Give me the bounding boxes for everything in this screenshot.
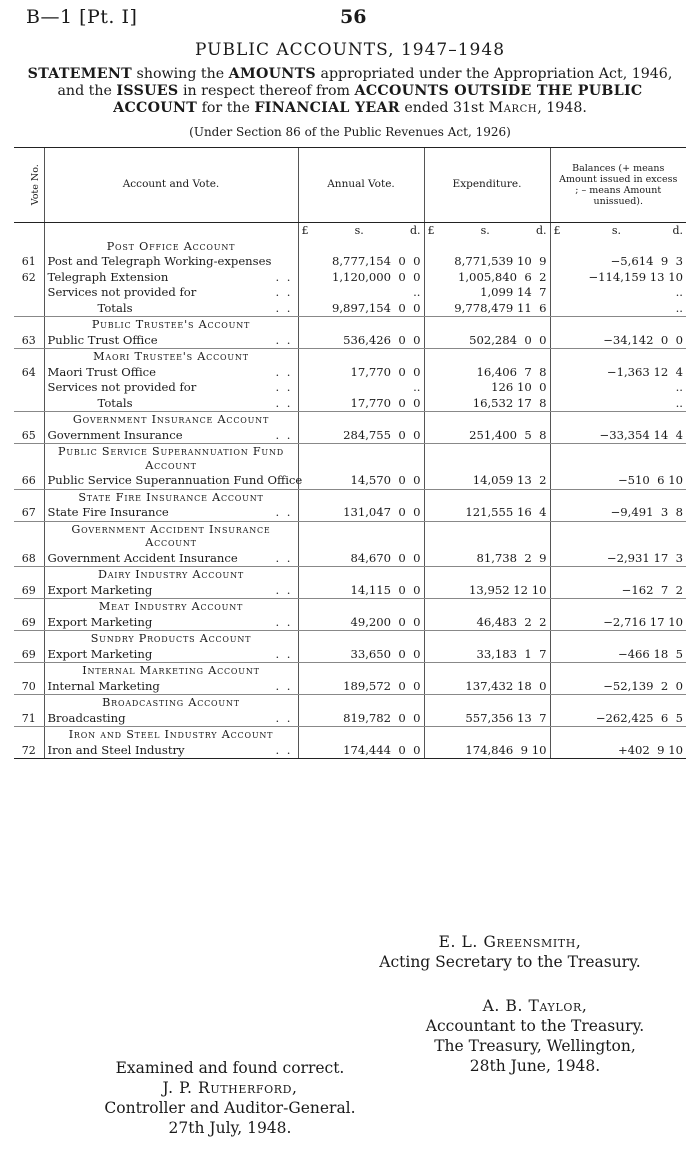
currency-unit: s. bbox=[611, 224, 622, 237]
account-cell bbox=[44, 270, 298, 286]
leader-dots: . . bbox=[275, 364, 293, 379]
expenditure-amount: 46,483 2 2 bbox=[424, 615, 550, 631]
vote-number bbox=[14, 380, 44, 396]
account-cell bbox=[44, 631, 298, 647]
account-group-title-row bbox=[14, 317, 686, 333]
expenditure-amount bbox=[424, 412, 550, 428]
vote-description bbox=[48, 429, 295, 443]
leader-dots: . . bbox=[275, 269, 293, 284]
vote-description bbox=[48, 744, 295, 758]
vote-description bbox=[48, 271, 295, 285]
table-row bbox=[14, 679, 686, 695]
balance-amount: −52,139 2 0 bbox=[550, 679, 686, 695]
account-cell bbox=[44, 663, 298, 679]
account-header: Account and Vote. bbox=[44, 148, 298, 223]
vote-number: 69 bbox=[14, 615, 44, 631]
annual-vote-amount bbox=[298, 567, 424, 583]
table-row bbox=[14, 285, 686, 301]
leader-dots: . . bbox=[275, 614, 293, 629]
accountant-role: Accountant to the Treasury. bbox=[425, 1017, 645, 1035]
vote-text: State Fire Insurance bbox=[47, 505, 169, 519]
balance-amount: −510 6 10 bbox=[550, 473, 686, 489]
table-row bbox=[14, 473, 686, 489]
table-row bbox=[14, 711, 686, 727]
expenditure-amount bbox=[424, 663, 550, 679]
bal-currency bbox=[550, 223, 686, 239]
annual-vote-amount: 17,770 0 0 bbox=[298, 365, 424, 381]
annual-currency bbox=[298, 223, 424, 239]
secretary-signature bbox=[340, 932, 680, 972]
table-row bbox=[14, 365, 686, 381]
account-cell bbox=[44, 428, 298, 444]
balance-amount bbox=[550, 489, 686, 505]
account-cell bbox=[44, 301, 298, 317]
vote-description bbox=[47, 473, 303, 488]
table-header-row bbox=[14, 148, 686, 223]
annual-vote-amount: 17,770 0 0 bbox=[298, 396, 424, 412]
vote-number: 61 bbox=[21, 255, 36, 268]
expenditure-amount: 137,432 18 0 bbox=[424, 679, 550, 695]
annual-vote-amount: 14,115 0 0 bbox=[298, 583, 424, 599]
auditor-signature bbox=[40, 1058, 420, 1138]
balance-amount bbox=[550, 663, 686, 679]
vote-text: Public Trust Office bbox=[47, 332, 158, 347]
vote-number bbox=[14, 412, 44, 428]
account-cell bbox=[44, 695, 298, 711]
account-group-title-row bbox=[14, 412, 686, 428]
balance-amount bbox=[550, 444, 686, 474]
annual-vote-amount: 49,200 0 0 bbox=[298, 615, 424, 631]
expenditure-amount bbox=[424, 599, 550, 615]
balance-amount: −9,491 3 8 bbox=[550, 505, 686, 521]
vote-text: Telegraph Extension bbox=[47, 269, 169, 284]
annual-vote-amount: 1,120,000 0 0 bbox=[298, 270, 424, 286]
vote-number bbox=[14, 396, 44, 412]
account-group-title-row bbox=[14, 444, 686, 474]
annual-vote-amount: 8,777,154 0 0 bbox=[298, 254, 424, 270]
vote-text: Services not provided for bbox=[47, 380, 197, 394]
account-group-title-row bbox=[14, 521, 686, 551]
account-group-title-row bbox=[14, 695, 686, 711]
expenditure-amount bbox=[424, 489, 550, 505]
expenditure-header: Expenditure. bbox=[424, 148, 550, 223]
vote-description bbox=[48, 366, 295, 380]
balance-amount bbox=[550, 521, 686, 551]
vote-number bbox=[14, 695, 44, 711]
leader-dots: . . bbox=[275, 742, 293, 757]
annual-vote-amount: 33,650 0 0 bbox=[298, 647, 424, 663]
auditor-name: J. P. Rutherford, bbox=[162, 1079, 298, 1097]
account-cell bbox=[44, 489, 298, 505]
annual-vote-amount bbox=[298, 349, 424, 365]
balance-amount: −466 18 5 bbox=[550, 647, 686, 663]
expenditure-amount: 251,400 5 8 bbox=[424, 428, 550, 444]
vote-number bbox=[14, 349, 44, 365]
vote-number: 68 bbox=[14, 551, 44, 567]
vote-description bbox=[48, 506, 295, 520]
vote-description bbox=[48, 712, 295, 726]
account-cell bbox=[44, 567, 298, 583]
vote-description bbox=[48, 616, 295, 630]
vote-text: Post and Telegraph Working-expenses bbox=[47, 254, 272, 268]
vote-description bbox=[48, 552, 295, 566]
expenditure-amount: 13,952 12 10 bbox=[424, 583, 550, 599]
vote-number bbox=[14, 489, 44, 505]
leader-dots: . . bbox=[275, 285, 293, 299]
account-group-title-row bbox=[14, 599, 686, 615]
balance-amount: .. bbox=[550, 380, 686, 396]
balance-amount bbox=[550, 567, 686, 583]
accountant-place: The Treasury, Wellington, bbox=[434, 1037, 636, 1055]
expenditure-amount: 81,738 2 9 bbox=[424, 551, 550, 567]
annual-vote-amount bbox=[298, 489, 424, 505]
currency-units bbox=[554, 224, 684, 238]
expenditure-amount: 121,555 16 4 bbox=[424, 505, 550, 521]
vote-text: Public Service Superannuation Fund Office bbox=[47, 473, 303, 487]
accountant-signature bbox=[400, 996, 670, 1076]
vote-number: 72 bbox=[14, 743, 44, 759]
leader-dots: . . bbox=[275, 427, 293, 442]
currency-units bbox=[428, 224, 547, 238]
expenditure-amount bbox=[424, 695, 550, 711]
vote-text: Iron and Steel Industry bbox=[47, 742, 185, 757]
account-group-title-row bbox=[14, 567, 686, 583]
account-cell bbox=[44, 647, 298, 663]
balance-amount bbox=[550, 412, 686, 428]
account-group-title-row bbox=[14, 631, 686, 647]
expenditure-amount: 1,005,840 6 2 bbox=[424, 270, 550, 286]
table-row bbox=[14, 428, 686, 444]
account-cell bbox=[44, 743, 298, 759]
secretary-name: E. L. Greensmith, bbox=[438, 933, 582, 951]
account-group-title: Government Insurance Account bbox=[72, 413, 270, 426]
balance-amount bbox=[550, 631, 686, 647]
account-cell bbox=[44, 412, 298, 428]
annual-vote-amount: .. bbox=[298, 285, 424, 301]
currency-unit: s. bbox=[480, 224, 490, 237]
expenditure-amount: 16,532 17 8 bbox=[424, 396, 550, 412]
expenditure-amount: 33,183 1 7 bbox=[424, 647, 550, 663]
currency-row bbox=[14, 223, 686, 239]
account-group-title: Dairy Industry Account bbox=[97, 568, 245, 581]
balance-amount: −114,159 13 10 bbox=[550, 270, 686, 286]
vote-number bbox=[14, 663, 44, 679]
vote-number: 63 bbox=[14, 333, 44, 349]
annual-vote-amount: 536,426 0 0 bbox=[298, 333, 424, 349]
vote-number bbox=[14, 317, 44, 333]
account-cell bbox=[44, 599, 298, 615]
vote-number: 69 bbox=[14, 583, 44, 599]
account-group-title-row bbox=[14, 349, 686, 365]
balance-amount bbox=[550, 349, 686, 365]
accounts-table bbox=[14, 147, 686, 759]
table-row bbox=[14, 505, 686, 521]
vote-number: 66 bbox=[14, 473, 44, 489]
expenditure-amount: 174,846 9 10 bbox=[424, 743, 550, 759]
vote-number bbox=[14, 727, 44, 743]
balance-amount: .. bbox=[550, 301, 686, 317]
vote-text: Government Accident Insurance bbox=[47, 550, 238, 565]
leader-dots: . . bbox=[275, 582, 293, 597]
vote-description bbox=[48, 334, 295, 348]
expenditure-amount bbox=[424, 444, 550, 474]
vote-text: Export Marketing bbox=[47, 614, 153, 629]
balance-amount: −1,363 12 4 bbox=[550, 365, 686, 381]
table-row bbox=[14, 270, 686, 286]
account-cell bbox=[44, 505, 298, 521]
expenditure-amount: 16,406 7 8 bbox=[424, 365, 550, 381]
vote-number bbox=[14, 239, 44, 255]
account-cell bbox=[44, 396, 298, 412]
vote-text: Export Marketing bbox=[47, 582, 153, 597]
vote-text: Internal Marketing bbox=[47, 678, 160, 693]
balance-amount: +402 9 10 bbox=[550, 743, 686, 759]
vote-no-header: Vote No. bbox=[14, 148, 44, 223]
vote-number: 65 bbox=[14, 428, 44, 444]
annual-vote-amount bbox=[298, 239, 424, 255]
table-row bbox=[14, 743, 686, 759]
vote-number bbox=[14, 301, 44, 317]
expenditure-amount bbox=[424, 521, 550, 551]
account-cell bbox=[44, 317, 298, 333]
account-cell bbox=[44, 285, 298, 301]
account-group-title: Meat Industry Account bbox=[98, 600, 244, 613]
exp-currency bbox=[424, 223, 550, 239]
table-body bbox=[14, 223, 686, 759]
account-cell bbox=[44, 365, 298, 381]
accountant-name: A. B. Taylor, bbox=[482, 997, 588, 1015]
currency-unit: £ bbox=[301, 224, 309, 237]
leader-dots: . . bbox=[275, 505, 293, 519]
statement-subheading: (Under Section 86 of the Public Revenues Act, 1926) bbox=[189, 125, 511, 139]
vote-description bbox=[48, 255, 295, 269]
annual-vote-amount: 84,670 0 0 bbox=[298, 551, 424, 567]
annual-vote-header: Annual Vote. bbox=[298, 148, 424, 223]
table-row bbox=[14, 301, 686, 317]
account-cell bbox=[44, 333, 298, 349]
expenditure-amount bbox=[424, 349, 550, 365]
balance-amount: −33,354 14 4 bbox=[550, 428, 686, 444]
vote-number: 62 bbox=[21, 270, 36, 284]
page-title: PUBLIC ACCOUNTS, 1947–1948 bbox=[194, 40, 506, 60]
secretary-role: Acting Secretary to the Treasury. bbox=[379, 953, 641, 971]
expenditure-amount: 126 10 0 bbox=[424, 380, 550, 396]
account-cell bbox=[44, 254, 298, 270]
totals-label bbox=[48, 302, 295, 316]
account-group-title-row bbox=[14, 663, 686, 679]
annual-vote-amount bbox=[298, 663, 424, 679]
leader-dots: . . bbox=[275, 332, 293, 347]
account-group-title-row bbox=[14, 239, 686, 255]
balance-amount: −5,614 9 3 bbox=[550, 254, 686, 270]
account-cell bbox=[44, 521, 298, 551]
leader-dots: . . bbox=[275, 380, 293, 394]
annual-vote-amount: 131,047 0 0 bbox=[298, 505, 424, 521]
vote-text: Maori Trust Office bbox=[47, 364, 157, 379]
leader-dots: . . bbox=[275, 300, 293, 315]
vote-number bbox=[14, 599, 44, 615]
annual-vote-amount bbox=[298, 599, 424, 615]
expenditure-amount: 9,778,479 11 6 bbox=[424, 301, 550, 317]
balance-amount: −2,931 17 3 bbox=[550, 551, 686, 567]
balance-amount bbox=[550, 599, 686, 615]
statement-heading: STATEMENT showing the AMOUNTS appropriated under the Appropriation Act, 1946, and the ISSUES in respect thereof from ACCOUNTS OUTSIDE THE PUBLIC ACCOUNT for the FINANCIAL YEAR ended 31st March, 1948. bbox=[27, 66, 673, 116]
expenditure-amount bbox=[424, 631, 550, 647]
currency-units bbox=[302, 224, 421, 238]
balance-amount: −34,142 0 0 bbox=[550, 333, 686, 349]
annual-vote-amount: 284,755 0 0 bbox=[298, 428, 424, 444]
page-number: 56 bbox=[340, 6, 367, 28]
account-cell bbox=[44, 615, 298, 631]
leader-dots: . . bbox=[275, 550, 293, 565]
auditor-date: 27th July, 1948. bbox=[168, 1119, 292, 1137]
leader-dots: . . bbox=[275, 646, 293, 661]
account-group-title: Government Accident Insurance Account bbox=[71, 522, 271, 549]
vote-text: Totals bbox=[97, 395, 133, 410]
expenditure-amount: 502,284 0 0 bbox=[424, 333, 550, 349]
account-cell bbox=[44, 349, 298, 365]
account-group-title: Internal Marketing Account bbox=[82, 664, 260, 677]
annual-vote-amount: 174,444 0 0 bbox=[298, 743, 424, 759]
table-row bbox=[14, 647, 686, 663]
currency-unit: d. bbox=[672, 224, 683, 237]
currency-unit: £ bbox=[427, 224, 435, 237]
vote-description bbox=[48, 648, 295, 662]
balance-amount: .. bbox=[550, 396, 686, 412]
expenditure-amount bbox=[424, 727, 550, 743]
expenditure-amount: 557,356 13 7 bbox=[424, 711, 550, 727]
annual-vote-amount bbox=[298, 695, 424, 711]
leader-dots: . . bbox=[275, 678, 293, 693]
table-row bbox=[14, 380, 686, 396]
account-group-title: Public Service Superannuation Fund Account bbox=[58, 445, 284, 472]
table-row bbox=[14, 615, 686, 631]
account-cell bbox=[44, 444, 298, 474]
vote-number: 67 bbox=[14, 505, 44, 521]
annual-vote-amount: 9,897,154 0 0 bbox=[298, 301, 424, 317]
vote-number bbox=[14, 521, 44, 551]
table-row bbox=[14, 396, 686, 412]
balance-amount: −162 7 2 bbox=[550, 583, 686, 599]
account-group-title: Post Office Account bbox=[106, 239, 236, 253]
account-cell bbox=[44, 473, 303, 489]
auditor-role: Controller and Auditor-General. bbox=[104, 1099, 356, 1117]
expenditure-amount bbox=[424, 317, 550, 333]
account-cell bbox=[44, 239, 298, 255]
vote-text: Services not provided for bbox=[47, 285, 197, 299]
annual-vote-amount: .. bbox=[298, 380, 424, 396]
account-group-title-row bbox=[14, 489, 686, 505]
annual-vote-amount bbox=[298, 631, 424, 647]
account-group-title: Maori Trustee's Account bbox=[93, 350, 249, 363]
vote-text: Totals bbox=[97, 300, 133, 315]
expenditure-amount bbox=[424, 239, 550, 255]
vote-number bbox=[14, 285, 44, 301]
vote-text: Government Insurance bbox=[47, 427, 183, 442]
expenditure-amount: 14,059 13 2 bbox=[424, 473, 550, 489]
vote-cell bbox=[14, 223, 44, 239]
balance-amount: −2,716 17 10 bbox=[550, 615, 686, 631]
annual-vote-amount bbox=[298, 412, 424, 428]
balance-amount bbox=[550, 695, 686, 711]
table-row bbox=[14, 333, 686, 349]
vote-number: 64 bbox=[21, 365, 36, 379]
table-row bbox=[14, 551, 686, 567]
annual-vote-amount: 819,782 0 0 bbox=[298, 711, 424, 727]
account-group-title: Public Trustee's Account bbox=[91, 318, 251, 331]
account-cell bbox=[44, 583, 298, 599]
account-cell bbox=[44, 711, 298, 727]
annual-vote-amount bbox=[298, 317, 424, 333]
annual-vote-amount bbox=[298, 727, 424, 743]
account-group-title: State Fire Insurance Account bbox=[78, 490, 264, 504]
leader-dots: . . bbox=[275, 710, 293, 725]
account-cell bbox=[44, 551, 298, 567]
table-row bbox=[14, 254, 686, 270]
table-row bbox=[14, 583, 686, 599]
annual-vote-amount bbox=[298, 521, 424, 551]
accountant-date: 28th June, 1948. bbox=[469, 1057, 601, 1075]
account-cell bbox=[44, 380, 298, 396]
auditor-line: Examined and found correct. bbox=[115, 1059, 345, 1077]
totals-label bbox=[48, 397, 295, 411]
vote-description bbox=[48, 680, 295, 694]
expenditure-amount bbox=[424, 567, 550, 583]
currency-unit: £ bbox=[553, 224, 561, 237]
leader-dots: . . bbox=[275, 395, 293, 410]
account-cell bbox=[44, 727, 298, 743]
account-group-title: Sundry Products Account bbox=[90, 632, 252, 645]
balances-header: Balances (+ means Amount issued in excess ; – means Amount unissued). bbox=[550, 148, 686, 223]
balance-amount bbox=[550, 239, 686, 255]
account-cell bbox=[44, 223, 298, 239]
balance-amount: −262,425 6 5 bbox=[550, 711, 686, 727]
vote-text: Export Marketing bbox=[47, 646, 153, 661]
vote-number: 71 bbox=[14, 711, 44, 727]
balance-amount bbox=[550, 727, 686, 743]
currency-unit: d. bbox=[409, 224, 421, 237]
vote-text: Broadcasting bbox=[47, 710, 126, 725]
expenditure-amount: 8,771,539 10 9 bbox=[424, 254, 550, 270]
vote-number bbox=[14, 631, 44, 647]
currency-unit: d. bbox=[535, 224, 547, 237]
annual-vote-amount: 14,570 0 0 bbox=[298, 473, 424, 489]
currency-unit: s. bbox=[354, 224, 364, 237]
account-cell bbox=[44, 679, 298, 695]
vote-number: 69 bbox=[14, 647, 44, 663]
balance-amount: .. bbox=[550, 285, 686, 301]
annual-vote-amount: 189,572 0 0 bbox=[298, 679, 424, 695]
annual-vote-amount bbox=[298, 444, 424, 474]
vote-description bbox=[48, 286, 295, 300]
account-group-title: Broadcasting Account bbox=[102, 696, 240, 709]
vote-description bbox=[48, 381, 295, 395]
vote-description bbox=[48, 584, 295, 598]
page-header-ref: B—1 [Pt. I] bbox=[26, 6, 138, 28]
account-group-title-row bbox=[14, 727, 686, 743]
balance-amount bbox=[550, 317, 686, 333]
vote-number bbox=[14, 444, 44, 474]
account-group-title: Iron and Steel Industry Account bbox=[68, 728, 274, 741]
vote-number: 70 bbox=[14, 679, 44, 695]
expenditure-amount: 1,099 14 7 bbox=[424, 285, 550, 301]
vote-number bbox=[14, 567, 44, 583]
